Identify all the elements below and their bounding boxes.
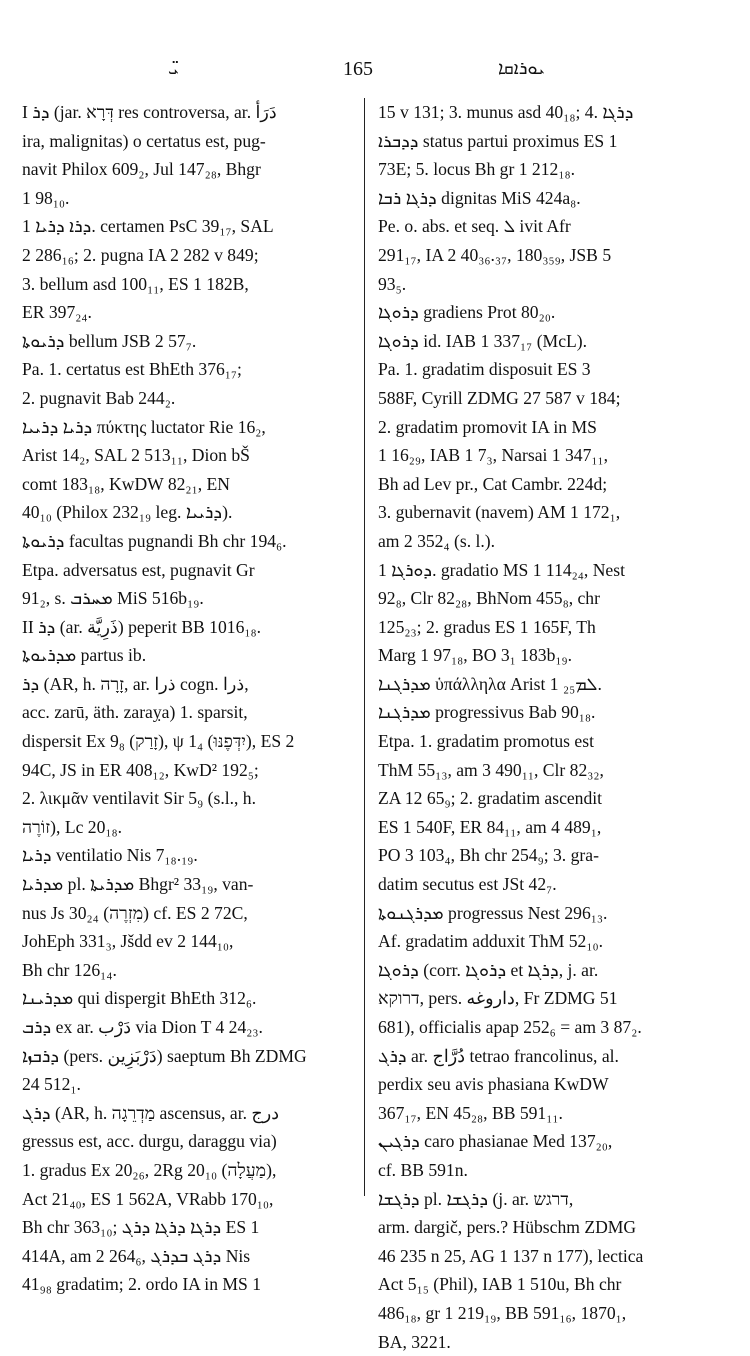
text-line: ܕܪܓܐ ܪܒܐ dignitas MiS 424a₈. (378, 187, 581, 208)
text-line: ܕܪܘܓܐ id. IAB 1 337₁₇ (McL). (378, 330, 588, 351)
text-line: ܕܪܒܙܐ (pers. ‏دَرْبَزِين) saeptum Bh ZDMG (22, 1045, 307, 1066)
text-line: ܕܪܝܘܬܐ bellum JSB 2 57₇. (22, 330, 197, 351)
text-line: 40₁₀ (Philox 232₁₉ leg. ܕܪܝܝܐ). (22, 502, 233, 523)
text-line: ܕܪܐ ܕܪܝܐ 1. certamen PsC 39₁₇, SAL (22, 216, 274, 237)
text-line: Arist 14₂, SAL 2 513₁₁, Dion bŠ (22, 445, 250, 466)
left-column (22, 98, 372, 1299)
text-line: 94C, JS in ER 408₁₂, KwD² 192₅; (22, 759, 259, 780)
text-line: Etpa. adversatus est, pugnavit Gr (22, 559, 255, 580)
text-line: comt 183₁₈, KwDW 82₂₁, EN (22, 473, 230, 494)
text-line: ܕܕܒܪܐ status partui proximus ES 1 (378, 130, 618, 151)
text-line: arm. dargič, pers.? Hübschm ZDMG (378, 1217, 637, 1238)
page-number: 165 (343, 58, 373, 80)
text-line: 125₂₃; 2. gradus ES 1 165F, Th (378, 616, 596, 637)
text-line: cf. BB 591n. (378, 1159, 468, 1180)
text-line: 3. bellum asd 100₁₁, ES 1 182B, (22, 273, 249, 294)
text-line: ܡܕܪܓܢܐ ὑπάλληλα Arist 1 ܠܡ₂₅. (378, 673, 602, 694)
text-line: Pa. 1. gradatim disposuit ES 3 (378, 359, 591, 380)
text-line: 92₈, Clr 82₂₈, BhNom 455₈, chr (378, 588, 600, 609)
text-line: 2. pugnavit Bab 244₂. (22, 387, 176, 408)
text-line: ER 397₂₄. (22, 302, 92, 323)
text-line: Bh ad Lev pr., Cat Cambr. 224d; (378, 473, 608, 494)
text-line: BA, 3221. (378, 1331, 451, 1352)
text-line: 588F, Cyrill ZDMG 27 587 v 184; (378, 387, 621, 408)
text-line: gressus est, acc. durgu, daraggu via) (22, 1131, 277, 1152)
text-line: ܡܕܪܝܢܐ qui dispergit BhEth 312₆. (22, 988, 257, 1009)
text-line: ܡܕܪܓܢܐ progressivus Bab 90₁₈. (378, 702, 596, 723)
text-line: 93₅. (378, 273, 407, 294)
text-line: ܡܕܪܓܢܘܬܐ progressus Nest 296₁₃. (378, 902, 608, 923)
text-line: ira, malignitas) o certatus est, pug- (22, 130, 266, 151)
text-line: ܡܕܪܝܐ pl. ܡܕܪܝܬܐ Bhgr² 33₁₉, van- (22, 874, 254, 895)
text-line: 486₁₈, gr 1 219₁₉, BB 591₁₆, 1870₁, (378, 1302, 627, 1323)
text-line: dispersit Ex 9₈ (‏זָרַק), ψ 1₄ (‏יִדְּפֶנּוּ), ES 2 (22, 731, 295, 752)
text-line: ܕܘܪܓܐ 1. gradatio MS 1 114₂₄, Nest (378, 559, 625, 580)
text-line: Act 21₄₀, ES 1 562A, VRabb 170₁₀, (22, 1188, 274, 1209)
text-line: 2 286₁₆; 2. pugna IA 2 282 v 849; (22, 244, 259, 265)
text-line: ES 1 540F, ER 84₁₁, am 4 489₁, (378, 816, 602, 837)
text-line: 1 16₂₉, IAB 1 7₃, Narsai 1 347₁₁, (378, 445, 609, 466)
text-line: 414A, am 2 264₆, ܕܪܓ ܒܕܪܓ Nis (22, 1245, 251, 1266)
right-column (378, 98, 728, 1356)
text-line: 3. gubernavit (navem) AM 1 172₁, (378, 502, 621, 523)
text-line: navit Philox 609₂, Jul 147₂₈, Bhgr (22, 159, 261, 180)
text-line: ܕܪ (AR, h. ‏זָרָה, ar. ‏ذرا cogn. ‏ذرا, (22, 673, 249, 694)
text-line: 1. gradus Ex 20₂₆, 2Rg 20₁₀ (‏מַעֲלָה), (22, 1159, 277, 1180)
page-header (0, 58, 750, 88)
text-line: 367₁₇, EN 45₂₈, BB 591₁₁. (378, 1102, 563, 1123)
text-line: ZA 12 65₉; 2. gradatim ascendit (378, 788, 603, 809)
text-line: Etpa. 1. gradatim promotus est (378, 731, 594, 752)
header-left-headword: ܝ̈ (168, 58, 179, 79)
header-right-headword: ܝܘܪܐܩܐ (498, 58, 545, 79)
text-line: 24 512₁. (22, 1074, 81, 1095)
text-line: ܕܪܓ (AR, h. ‏מַדְרֵגָה ascensus, ar. ‏درج (22, 1102, 280, 1123)
text-line: am 2 352₄ (s. l.). (378, 530, 496, 551)
text-line: ܕܪܒ ex ar. ‏دَرْب via Dion T 4 24₂₃. (22, 1017, 263, 1037)
text-line: ܕܪܓ ar. ‏دُرَّاج tetrao francolinus, al. (378, 1045, 619, 1066)
text-line: JohEph 331₃, Jšdd ev 2 144₁₀, (22, 931, 234, 952)
text-line: II ܕܪ (ar. ‏ذَرِيَّة) peperit BB 1016₁₈. (22, 616, 262, 637)
text-line: ܕܪܓܫܐ pl. ܕܪܓܫܐ (j. ar. ‏דרגש, (378, 1188, 574, 1209)
text-line: perdix seu avis phasiana KwDW (378, 1074, 609, 1095)
text-line: ThM 55₁₃, am 3 490₁₁, Clr 82₃₂, (378, 759, 604, 780)
text-line: ܕܪܓܝܢ caro phasianae Med 137₂₀, (378, 1131, 613, 1152)
text-line: ܕܪܝܐ ventilatio Nis 7₁₈.₁₉. (22, 845, 198, 866)
text-line: Pa. 1. certatus est BhEth 376₁₇; (22, 359, 242, 380)
text-line: 41₉₈ gradatim; 2. ordo IA in MS 1 (22, 1274, 262, 1295)
text-line: acc. zarū, äth. zaraỵa) 1. sparsit, (22, 702, 248, 723)
text-line: ܕܪܘܓܐ gradiens Prot 80₂₀. (378, 302, 556, 323)
text-line: Bh chr 126₁₄. (22, 959, 117, 980)
text-line: nus Js 30₂₄ (‏מִזְרֶה) cf. ES 2 72C, (22, 902, 248, 923)
text-line: ܕܪܝܐ ܕܪܝܝܐ πύκτης luctator Rie 16₂, (22, 416, 266, 437)
text-line: ‏זוֹרֶה), Lc 20₁₈. (22, 816, 123, 837)
text-line: ‏דרוקא, pers. ‏داروغه, Fr ZDMG 51 (378, 988, 618, 1009)
text-line: 2. gradatim promovit IA in MS (378, 416, 597, 437)
text-line: Bh chr 363₁₀; ܕܪܓܐ ܕܪܓܐ ܕܪܓ ES 1 (22, 1217, 260, 1238)
text-line: 46 235 n 25, AG 1 137 n 177), lectica (378, 1245, 644, 1266)
text-line: Af. gradatim adduxit ThM 52₁₀. (378, 931, 603, 952)
text-line: datim secutus est JSt 42₇. (378, 874, 557, 895)
text-line: 2. λικμᾶν ventilavit Sir 5₉ (s.l., h. (22, 788, 257, 809)
text-line: 91₂, s. ܡܚܪܒ MiS 516b₁₉. (22, 588, 204, 609)
text-line: Act 5₁₅ (Phil), IAB 1 510u, Bh chr (378, 1274, 622, 1295)
text-line: 681), officialis apap 252₆ = am 3 87₂. (378, 1017, 642, 1037)
text-line: 15 v 131; 3. munus asd 40₁₈; 4. ܕܪܓܐ (378, 102, 634, 122)
text-line: I ܕܪ (jar. ‏דְּרָא res controversa, ar. ‏دَرَأ (22, 102, 277, 122)
text-line: Pe. o. abs. et seq. ܠ ivit Afr (378, 216, 571, 237)
text-line: Marg 1 97₁₈, BO 3₁ 183b₁₉. (378, 645, 573, 666)
text-line: ܕܪܘܓܐ (corr. ܕܪܘܓܐ et ܕܪܓܐ, j. ar. (378, 959, 599, 980)
text-line: ܡܕܪܝܘܬܐ partus ib. (22, 645, 147, 666)
text-line: 1 98₁₀. (22, 187, 70, 208)
text-line: PO 3 103₄, Bh chr 254₉; 3. gra- (378, 845, 599, 866)
text-line: 73E; 5. locus Bh gr 1 212₁₈. (378, 159, 575, 180)
text-line: ܕܪܝܘܬܐ facultas pugnandi Bh chr 194₆. (22, 530, 287, 551)
text-line: 291₁₇, IA 2 40₃₆.₃₇, 180₃₅₉, JSB 5 (378, 244, 612, 265)
